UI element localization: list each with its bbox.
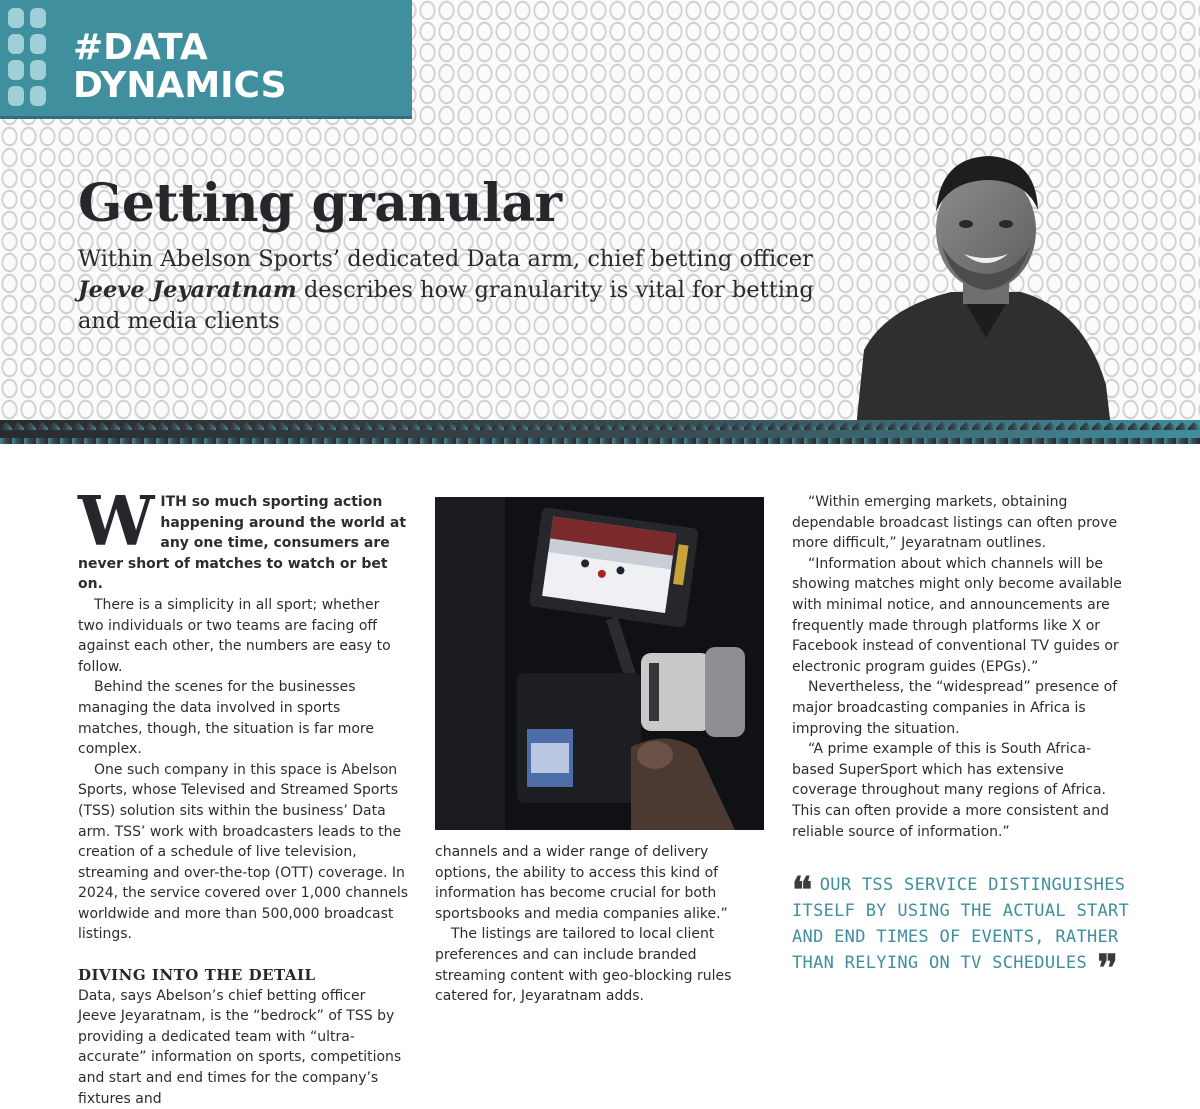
lead-text: ITH so much sporting action happening around the world at any one time, consumers are never short of matches to watch or bet on. [78, 494, 407, 593]
dots-grid-icon [8, 8, 52, 108]
section-subhead: DIVING INTO THE DETAIL [78, 966, 316, 985]
body-paragraph: The listings are tailored to local client preferences and can include branded streaming content with geo-blocking rules catered for, Jeyaratnam adds. [435, 926, 732, 1005]
zigzag-divider [0, 420, 1200, 444]
article-header [0, 0, 1200, 440]
author-name: Jeeve Jeyaratnam [78, 277, 297, 303]
close-quote-icon: ❜❜ [1097, 947, 1115, 989]
body-paragraph: One such company in this space is Abelson Sports, whose Televised and Streamed Sports (TSS) solution sits within the business’ Data arm. TSS’ work with broadcasters leads to the creation of a schedule of live television, streaming and over-the-top (OTT) coverage. In 2024, the service covered over 1,000 channels worldwide and more than 500,000 broadcast listings. [78, 761, 409, 943]
portrait-photo [856, 150, 1116, 428]
section-tag [73, 29, 287, 105]
article-standfirst [78, 244, 858, 337]
section-tag-line2: DYNAMICS [73, 65, 287, 106]
section-badge [0, 0, 412, 116]
body-paragraph: channels and a wider range of delivery options, the ability to access this kind of information has become crucial for both sportsbooks and media companies alike.” [435, 844, 728, 922]
body-paragraph: Behind the scenes for the businesses managing the data involved in sports matches, though, the situation is far more complex. [78, 679, 374, 758]
article-headline: Getting granular [78, 173, 562, 234]
article-column-1 [78, 482, 409, 1109]
article-column-3 [792, 492, 1122, 842]
body-paragraph: Nevertheless, the “widespread” presence of major broadcasting companies in Africa is improving the situation. [792, 679, 1118, 737]
pull-quote [792, 869, 1132, 989]
body-paragraph: “Information about which channels will be showing matches might only become available with minimal notice, and announcements are frequently made through platforms like X or Facebook instead of conventional TV guides or electronic program guides (EPGs).” [792, 555, 1122, 675]
section-tag-line1: #DATA [73, 27, 208, 68]
body-paragraph: “A prime example of this is South Africa-based SuperSport which has extensive coverage throughout many regions of Africa. This can often provide a more consistent and reliable source of information.” [792, 741, 1109, 840]
body-paragraph: There is a simplicity in all sport; whether two individuals or two teams are facing off against each other, the numbers are easy to follow. [78, 596, 391, 675]
drop-cap: W [78, 482, 155, 562]
body-paragraph: Data, says Abelson’s chief betting officer Jeeve Jeyaratnam, is the “bedrock” of TSS by providing a dedicated team with “ultra-accurate” information on sports, competitions and start and end times for the company’s fixtures and [78, 987, 402, 1107]
article-column-2 [435, 842, 765, 1007]
lead-paragraph [78, 482, 408, 595]
pull-quote-text: OUR TSS SERVICE DISTINGUISHES ITSELF BY USING THE ACTUAL START AND END TIMES OF EVENTS, RATHER THAN RELYING ON TV SCHEDULES [792, 875, 1130, 973]
standfirst-text-end: describes how granularity is vital for betting and media clients [78, 277, 814, 334]
standfirst-text: Within Abelson Sports’ dedicated Data arm, chief betting officer [78, 246, 813, 272]
open-quote-icon: ❛❛ [792, 869, 810, 911]
camera-photo [435, 497, 764, 830]
body-paragraph: “Within emerging markets, obtaining dependable broadcast listings can often prove more difficult,” Jeyaratnam outlines. [792, 494, 1118, 552]
